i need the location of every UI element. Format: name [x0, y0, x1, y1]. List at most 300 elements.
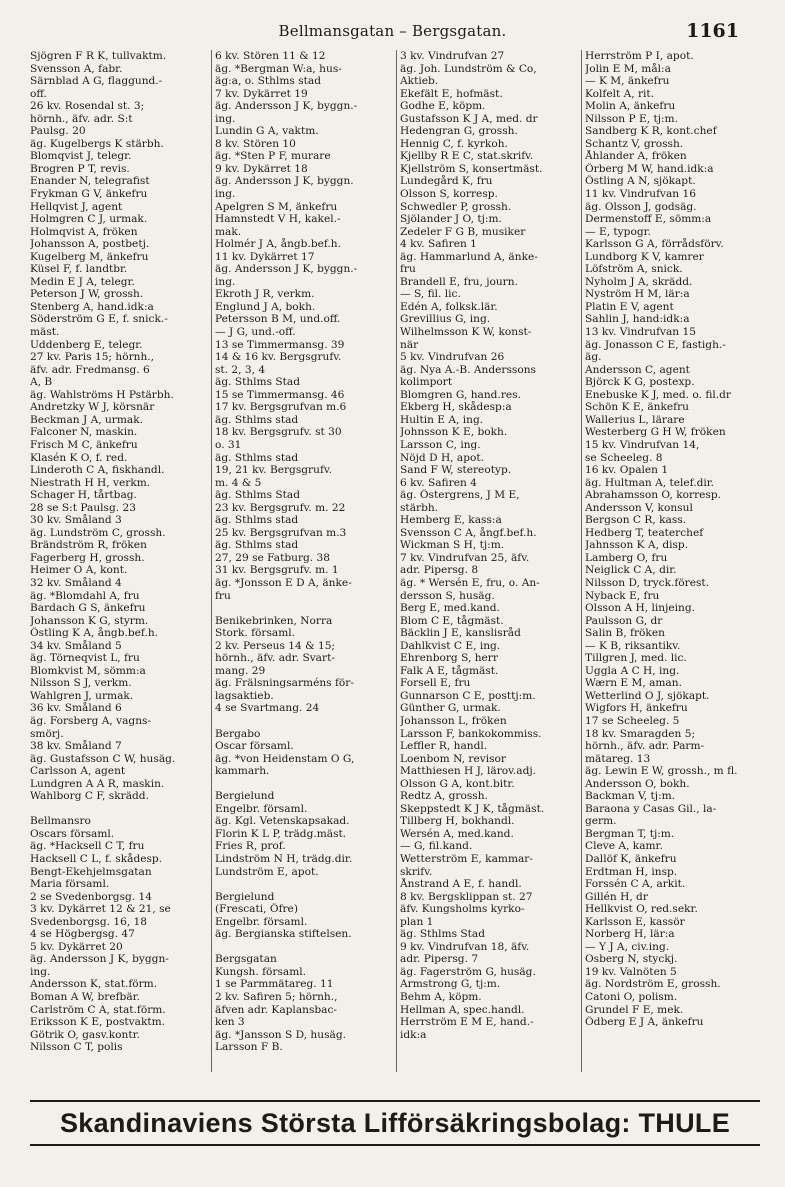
- directory-entry: 7 kv. Dykärret 19: [215, 87, 308, 100]
- directory-entry: — Y J A, civ.ing.: [585, 940, 670, 953]
- directory-entry: äg. Lewin E W, grossh., m fl.: [585, 765, 738, 778]
- directory-entry: Hacksell C L, f. skådesp.: [30, 853, 163, 865]
- directory-entry: Englund J A, bokh.: [215, 300, 316, 313]
- directory-entry: Ekberg H, skådesp:a: [400, 401, 512, 414]
- directory-entry: 2 se Svedenborgsg. 14: [30, 890, 153, 903]
- directory-entry: lagsaktieb.: [215, 689, 274, 702]
- directory-entry: Petersson B M, und.off.: [215, 313, 341, 326]
- directory-entry: Norberg H, lär:a: [585, 928, 675, 941]
- directory-entry: mäst.: [30, 326, 60, 339]
- directory-entry: Oscars församl.: [30, 827, 115, 840]
- directory-entry: idk:a: [400, 1028, 427, 1041]
- directory-columns: [30, 50, 760, 1072]
- directory-entry: äg. Hultman A, telef.dir.: [585, 476, 715, 489]
- directory-entry: Wahlgren J, urmak.: [30, 689, 134, 702]
- directory-entry: äg. Forsberg A, vagns-: [30, 714, 152, 727]
- directory-entry: 4 se Högbergsg. 47: [30, 928, 135, 941]
- directory-entry: Sjögren F R K, tullvaktm.: [30, 50, 167, 62]
- directory-entry: äg. *Jonsson E D A, änke-: [215, 576, 352, 589]
- directory-entry: Abrahamsson O, korresp.: [585, 489, 722, 502]
- directory-entry: Maria församl.: [30, 878, 110, 891]
- directory-entry: Holmqvist A, fröken: [30, 225, 138, 238]
- directory-entry: Kolfelt A, rit.: [585, 87, 655, 100]
- directory-entry: äg. Frälsningsarméns för-: [215, 677, 354, 690]
- directory-entry: 17 kv. Bergsgrufvan m.6: [215, 401, 347, 414]
- column-2: [211, 50, 390, 1072]
- directory-entry: smörj.: [30, 727, 64, 740]
- directory-entry: 27 kv. Paris 15; hörnh.,: [30, 351, 155, 364]
- directory-entry: äg. Kugelbergs K stärbh.: [30, 137, 164, 150]
- directory-entry: Jolin E M, mål:a: [585, 62, 671, 75]
- directory-entry: äg. *von Heidenstam O G,: [215, 752, 355, 765]
- directory-entry: Sandberg K R, kont.chef: [585, 125, 717, 138]
- directory-entry: Tillberg H, bokhandl.: [400, 815, 515, 828]
- directory-entry: Olsson A H, linjeing.: [585, 602, 696, 615]
- directory-entry: äg. Olsson J, godsäg.: [585, 200, 697, 213]
- directory-entry: ing.: [30, 965, 51, 978]
- directory-entry: Berg E, med.kand.: [400, 602, 500, 615]
- directory-entry: Grundel F E, mek.: [585, 1003, 684, 1016]
- directory-entry: mang. 29: [215, 664, 266, 677]
- directory-entry: Kugelberg M, änkefru: [30, 250, 149, 263]
- directory-entry: [215, 778, 390, 791]
- directory-entry: Brändström R, fröken: [30, 539, 147, 552]
- directory-entry: 11 kv. Vindrufvan 16: [585, 188, 696, 201]
- directory-entry: Gustafsson K J A, med. dr: [400, 112, 538, 125]
- column-1: [30, 50, 205, 1072]
- directory-entry: Klasén K O, f. red.: [30, 451, 128, 464]
- directory-entry: hörnh., äfv. adr. S:t: [30, 112, 133, 125]
- directory-entry: Platin E V, agent: [585, 300, 674, 313]
- directory-entry: äg. Bergianska stiftelsen.: [215, 928, 352, 941]
- directory-entry: Nyholm J A, skrädd.: [585, 275, 693, 288]
- directory-entry: 32 kv. Småland 4: [30, 576, 122, 589]
- directory-entry: Dallöf K, änkefru: [585, 853, 677, 865]
- directory-entry: äg. Sthlms stad: [215, 514, 299, 527]
- directory-entry: Fries R, prof.: [215, 840, 286, 853]
- directory-entry: Hellkvist O, red.sekr.: [585, 903, 698, 916]
- directory-entry: Blomgren G, hand.res.: [400, 388, 521, 401]
- directory-entry: — S, fil. lic.: [400, 288, 461, 301]
- directory-entry: Särnblad A G, flaggund.-: [30, 75, 163, 88]
- directory-entry: skrifv.: [400, 865, 433, 878]
- directory-entry: Wersén A, med.kand.: [400, 827, 514, 840]
- directory-entry: Armstrong G, tj:m.: [400, 978, 501, 991]
- directory-entry: Bergsgatan: [215, 953, 277, 966]
- directory-entry: fru: [400, 263, 416, 276]
- directory-entry: Wetterlind O J, sjökapt.: [585, 689, 710, 702]
- directory-entry: Peterson J W, grossh.: [30, 288, 144, 301]
- directory-entry: Sjölander J O, tj:m.: [400, 213, 502, 226]
- directory-entry: Ehrenborg S, herr: [400, 652, 498, 665]
- directory-entry: Apelgren S M, änkefru: [215, 200, 338, 213]
- directory-entry: adr. Pipersg. 8: [400, 564, 479, 577]
- directory-entry: Engelbr. församl.: [215, 915, 308, 928]
- directory-entry: 2 kv. Safiren 5; hörnh.,: [215, 991, 338, 1004]
- directory-entry: 17 se Scheeleg. 5: [585, 714, 680, 727]
- directory-entry: Falk A E, tågmäst.: [400, 664, 499, 677]
- directory-entry: 4 kv. Safiren 1: [400, 238, 477, 251]
- directory-entry: [215, 878, 390, 891]
- directory-entry: Heimer O A, kont.: [30, 564, 128, 577]
- directory-entry: äg. *Sten P F, murare: [215, 150, 331, 163]
- directory-entry: Hennig C, f. kyrkoh.: [400, 137, 508, 150]
- directory-entry: 19, 21 kv. Bergsgrufv.: [215, 464, 332, 477]
- directory-entry: Enebuske K J, med. o. fil.dr: [585, 388, 731, 401]
- directory-entry: Zedeler F G B, musiker: [400, 225, 526, 238]
- directory-entry: — G, fil.kand.: [400, 840, 473, 853]
- directory-entry: Nyback E, fru: [585, 589, 660, 602]
- directory-entry: Kjellström S, konsertmäst.: [400, 162, 543, 175]
- directory-entry: Wigfors H, änkefru: [585, 702, 688, 715]
- directory-entry: 3 kv. Vindrufvan 27: [400, 50, 505, 62]
- directory-entry: Gillén H, dr: [585, 890, 648, 903]
- directory-entry: Hedberg T, teaterchef: [585, 526, 704, 539]
- directory-entry: Niestrath H H, verkm.: [30, 476, 151, 489]
- directory-entry: Holmér J A, ångb.bef.h.: [215, 238, 341, 251]
- directory-entry: Kjellby R E C, stat.skrifv.: [400, 150, 534, 163]
- directory-entry: 5 kv. Vindrufvan 26: [400, 351, 505, 364]
- directory-entry: — E, typogr.: [585, 225, 651, 238]
- directory-entry: Beckman J A, urmak.: [30, 413, 143, 426]
- directory-entry: 27, 29 se Fatburg. 38: [215, 551, 331, 564]
- directory-entry: äg. *Jansson S D, husäg.: [215, 1028, 346, 1041]
- directory-entry: (Frescati, Öfre): [215, 903, 298, 916]
- directory-entry: Nöjd D H, apot.: [400, 451, 485, 464]
- directory-entry: Behm A, köpm.: [400, 991, 482, 1004]
- directory-entry: 5 kv. Dykärret 20: [30, 940, 123, 953]
- directory-entry: Andersson V, konsul: [585, 501, 693, 514]
- directory-entry: Tillgren J, med. lic.: [585, 652, 687, 665]
- directory-entry: Lundborg K V, kamrer: [585, 250, 704, 263]
- directory-entry: Baraona y Casas Gil., la-: [585, 802, 717, 815]
- directory-entry: Björck K G, postexp.: [585, 376, 695, 389]
- directory-entry: dersson S, husäg.: [400, 589, 495, 602]
- directory-entry: mätareg. 13: [585, 752, 651, 765]
- directory-entry: Lundegård K, fru: [400, 175, 493, 188]
- directory-entry: Andretzky W J, körsnär: [30, 401, 155, 414]
- directory-entry: äg. Andersson J K, byggn.-: [215, 100, 358, 113]
- directory-entry: Bengt-Ekehjelmsgatan: [30, 865, 152, 878]
- directory-entry: ing.: [215, 275, 236, 288]
- directory-entry: Herrström P I, apot.: [585, 50, 694, 62]
- directory-entry: Bellmansro: [30, 815, 91, 828]
- directory-entry: Hamnstedt V H, kakel.-: [215, 213, 341, 226]
- directory-entry: 38 kv. Småland 7: [30, 740, 122, 753]
- directory-entry: äg. *Bergman W:a, hus-: [215, 62, 342, 75]
- directory-entry: Blom C E, tågmäst.: [400, 614, 504, 627]
- directory-entry: Bergabo: [215, 727, 261, 740]
- directory-entry: Ekefält E, hofmäst.: [400, 87, 503, 100]
- directory-entry: st. 2, 3, 4: [215, 363, 266, 376]
- directory-entry: Lundin G A, vaktm.: [215, 125, 319, 138]
- directory-entry: germ.: [585, 815, 617, 828]
- directory-entry: 30 kv. Småland 3: [30, 514, 122, 527]
- directory-entry: Fagerberg H, grossh.: [30, 551, 145, 564]
- directory-entry: äfven adr. Kaplansbac-: [215, 1003, 337, 1016]
- directory-entry: Johansson L, fröken: [400, 714, 507, 727]
- directory-entry: Bergielund: [215, 790, 275, 803]
- directory-entry: äg. Sthlms stad: [215, 413, 299, 426]
- directory-entry: Götrik O, gasv.kontr.: [30, 1028, 140, 1041]
- directory-entry: Blomkvist M, sömm:a: [30, 664, 146, 677]
- directory-entry: Neiglick C A, dir.: [585, 564, 677, 577]
- directory-entry: Wickman S H, tj:m.: [400, 539, 505, 552]
- directory-entry: Larsson F, bankokommiss.: [400, 727, 542, 740]
- directory-entry: 8 kv. Bergsklippan st. 27: [400, 890, 533, 903]
- directory-entry: Enander N, telegrafist: [30, 175, 150, 188]
- directory-entry: 6 kv. Safiren 4: [400, 476, 477, 489]
- directory-entry: Lindström N H, trädg.dir.: [215, 853, 353, 865]
- directory-entry: Karlsson E, kassör: [585, 915, 685, 928]
- directory-entry: Forssén C A, arkit.: [585, 878, 686, 891]
- directory-entry: Engelbr. församl.: [215, 802, 308, 815]
- directory-entry: Karlsson G A, förrådsförv.: [585, 238, 724, 251]
- directory-entry: 18 kv. Bergsgrufv. st 30: [215, 426, 342, 439]
- directory-entry: 34 kv. Småland 5: [30, 639, 122, 652]
- directory-entry: 3 kv. Dykärret 12 & 21, se: [30, 903, 171, 916]
- directory-entry: Leffler R, handl.: [400, 740, 488, 753]
- directory-entry: Stork. församl.: [215, 627, 296, 640]
- directory-entry: Frisch M C, änkefru: [30, 438, 138, 451]
- directory-entry: Hemberg E, kass:a: [400, 514, 502, 527]
- directory-entry: Andersson O, bokh.: [585, 777, 690, 790]
- directory-entry: Uddenberg E, telegr.: [30, 338, 143, 351]
- directory-entry: Westerberg G H W, fröken: [585, 426, 726, 439]
- directory-entry: Nilsson S J, verkm.: [30, 677, 132, 690]
- directory-entry: stärbh.: [400, 501, 439, 514]
- directory-entry: äg. Fagerström G, husäg.: [400, 965, 536, 978]
- directory-entry: Söderström G E, f. snick.-: [30, 313, 168, 326]
- directory-entry: Andersson C, agent: [585, 363, 690, 376]
- directory-entry: Bergson C R, kass.: [585, 514, 687, 527]
- directory-entry: Carlsson A, agent: [30, 765, 126, 778]
- directory-entry: hörnh., äfv. adr. Parm-: [585, 740, 705, 753]
- directory-entry: Frykman G V, änkefru: [30, 188, 148, 201]
- column-4: [581, 50, 760, 1072]
- directory-entry: kammarh.: [215, 765, 270, 778]
- directory-entry: Herrström E M E, hand.-: [400, 1016, 534, 1029]
- directory-entry: Wetterström E, kammar-: [400, 853, 533, 865]
- directory-entry: Schager H, tårtbag.: [30, 489, 137, 502]
- directory-entry: Sahlin J, hand:idk:a: [585, 313, 690, 326]
- directory-entry: Backman V, tj:m.: [585, 790, 676, 803]
- directory-entry: 23 kv. Bergsgrufv. m. 22: [215, 501, 346, 514]
- directory-entry: Redtz A, grossh.: [400, 790, 488, 803]
- directory-entry: Nilsson D, tryck.förest.: [585, 576, 710, 589]
- directory-entry: Uggla A C H, ing.: [585, 664, 680, 677]
- directory-entry: äfv. Kungsholms kyrko-: [400, 903, 525, 916]
- directory-entry: Matthiesen H J, lärov.adj.: [400, 765, 537, 778]
- directory-entry: Osberg N, styckj.: [585, 953, 678, 966]
- directory-entry: Hellqvist J, agent: [30, 200, 123, 213]
- directory-entry: äg. *Hacksell C T, fru: [30, 840, 145, 853]
- directory-entry: 16 kv. Opalen 1: [585, 464, 669, 477]
- directory-entry: Jahnsson K A, disp.: [585, 539, 689, 552]
- directory-entry: 9 kv. Dykärret 18: [215, 162, 308, 175]
- directory-entry: Carlström C A, stat.förm.: [30, 1003, 166, 1016]
- directory-entry: Schwedler P, grossh.: [400, 200, 512, 213]
- directory-entry: äg. Jonasson C E, fastigh.-: [585, 338, 726, 351]
- directory-entry: Åhlander A, fröken: [585, 150, 687, 163]
- directory-entry: Loenbom N, revisor: [400, 752, 506, 765]
- directory-entry: Salin B, fröken: [585, 627, 665, 640]
- directory-entry: Grevillius G, ing.: [400, 313, 491, 326]
- directory-entry: äg. Nya A.-B. Anderssons: [400, 363, 536, 376]
- directory-entry: äg. Andersson J K, byggn.-: [215, 263, 358, 276]
- directory-entry: 2 kv. Perseus 14 & 15;: [215, 639, 336, 652]
- directory-entry: Larsson F B.: [215, 1041, 283, 1054]
- directory-entry: 13 se Timmermansg. 39: [215, 338, 345, 351]
- directory-entry: 19 kv. Valnöten 5: [585, 965, 677, 978]
- directory-entry: plan 1: [400, 915, 434, 928]
- directory-entry: Kungsh. församl.: [215, 965, 307, 978]
- directory-entry: Brogren P T, revis.: [30, 162, 130, 175]
- directory-entry: 8 kv. Stören 10: [215, 137, 296, 150]
- directory-entry: 15 kv. Vindrufvan 14,: [585, 438, 700, 451]
- directory-entry: Hedengran G, grossh.: [400, 125, 518, 138]
- directory-entry: Bergielund: [215, 890, 275, 903]
- directory-entry: Olsson S, korresp.: [400, 188, 498, 201]
- directory-entry: 9 kv. Vindrufvan 18, äfv.: [400, 940, 530, 953]
- page-number: 1161: [686, 20, 739, 42]
- directory-entry: Lundström E, apot.: [215, 865, 319, 878]
- directory-entry: Paulsg. 20: [30, 125, 86, 138]
- directory-entry: hörnh., äfv. adr. Svart-: [215, 652, 335, 665]
- directory-entry: Godhe E, köpm.: [400, 100, 486, 113]
- directory-entry: Forsell E, fru: [400, 677, 471, 690]
- directory-entry: ing.: [215, 188, 236, 201]
- directory-entry: 13 kv. Vindrufvan 15: [585, 326, 696, 339]
- directory-entry: äfv. adr. Fredmansg. 6: [30, 363, 150, 376]
- directory-entry: Molin A, änkefru: [585, 100, 676, 113]
- directory-entry: Erdtman H, insp.: [585, 865, 678, 878]
- directory-entry: Löfström A, snick.: [585, 263, 683, 276]
- directory-entry: Bäcklin J E, kanslisråd: [400, 627, 521, 640]
- directory-entry: 11 kv. Dykärret 17: [215, 250, 315, 263]
- directory-entry: ken 3: [215, 1016, 245, 1029]
- directory-entry: Eriksson K E, postvaktm.: [30, 1016, 166, 1029]
- directory-entry: Schön K E, änkefru: [585, 401, 689, 414]
- directory-entry: Svedenborgsg. 16, 18: [30, 915, 148, 928]
- directory-entry: Larsson C, ing.: [400, 438, 481, 451]
- directory-entry: fru: [215, 589, 231, 602]
- directory-entry: Küsel F, f. landtbr.: [30, 263, 128, 276]
- directory-entry: äg. Törneqvist L, fru: [30, 652, 140, 665]
- directory-entry: Falconer N, maskin.: [30, 426, 138, 439]
- directory-entry: — K B, riksantikv.: [585, 639, 681, 652]
- advertisement-banner: Skandinaviens Största Lifförsäkringsbolag: THULE: [30, 1100, 760, 1146]
- directory-entry: Florin K L P, trädg.mäst.: [215, 827, 347, 840]
- directory-entry: Boman A W, brefbär.: [30, 991, 140, 1004]
- directory-entry: Sand F W, stereotyp.: [400, 464, 512, 477]
- directory-entry: A, B: [30, 376, 53, 389]
- directory-entry: Örberg M W, hand.idk:a: [585, 162, 714, 175]
- directory-entry: äg. Sthlms Stad: [215, 489, 301, 502]
- directory-entry: äg. Hammarlund A, änke-: [400, 250, 538, 263]
- directory-entry: 6 kv. Stören 11 & 12: [215, 50, 326, 62]
- directory-entry: 31 kv. Bergsgrufv. m. 1: [215, 564, 339, 577]
- directory-entry: Bardach G S, änkefru: [30, 602, 146, 615]
- directory-entry: se Scheeleg. 8: [585, 451, 663, 464]
- directory-entry: Nyström H M, lär:a: [585, 288, 690, 301]
- directory-entry: Edén A, folksk.lär.: [400, 300, 498, 313]
- directory-entry: — K M, änkefru: [585, 75, 670, 88]
- directory-entry: Ödberg E J A, änkefru: [585, 1016, 704, 1029]
- directory-entry: 1 se Parmmätareg. 11: [215, 978, 334, 991]
- directory-entry: 25 kv. Bergsgrufvan m.3: [215, 526, 347, 539]
- directory-entry: Östling K A, ångb.bef.h.: [30, 627, 159, 640]
- directory-entry: Johansson K G, styrm.: [30, 614, 149, 627]
- directory-entry: Wilhelmsson K W, konst-: [400, 326, 532, 339]
- directory-entry: 26 kv. Rosendal st. 3;: [30, 100, 145, 113]
- directory-entry: Benikebrinken, Norra: [215, 614, 333, 627]
- directory-entry: 28 se S:t Paulsg. 23: [30, 501, 136, 514]
- directory-entry: äg.: [585, 351, 602, 364]
- directory-entry: Lamberg O, fru: [585, 551, 668, 564]
- page-title: Bellmansgatan – Bergsgatan.: [278, 22, 507, 40]
- directory-entry: äg. Joh. Lundström & Co,: [400, 62, 537, 75]
- directory-entry: 14 & 16 kv. Bergsgrufv.: [215, 351, 342, 364]
- directory-entry: äg. Sthlms stad: [215, 539, 299, 552]
- directory-entry: Olsson G A, kont.bitr.: [400, 777, 515, 790]
- directory-entry: äg. Sthlms Stad: [400, 928, 486, 941]
- directory-entry: Wahlborg C F, skrädd.: [30, 790, 149, 803]
- directory-entry: Ånstrand A E, f. handl.: [400, 878, 522, 891]
- directory-entry: äg. Lundström C, grossh.: [30, 526, 166, 539]
- directory-entry: Bergman T, tj:m.: [585, 827, 675, 840]
- directory-entry: äg. Nordström E, grossh.: [585, 978, 721, 991]
- directory-entry: Johansson A, postbetj.: [30, 238, 150, 251]
- directory-entry: ing.: [215, 112, 236, 125]
- directory-entry: 18 kv. Smaragden 5;: [585, 727, 696, 740]
- directory-entry: 36 kv. Småland 6: [30, 702, 122, 715]
- directory-entry: äg. * Wersén E, fru, o. An-: [400, 576, 540, 589]
- directory-entry: Svensson C A, ångf.bef.h.: [400, 526, 537, 539]
- directory-entry: Andersson K, stat.förm.: [30, 978, 158, 991]
- directory-entry: Brandell E, fru, journ.: [400, 275, 518, 288]
- directory-entry: Svensson A, fabr.: [30, 62, 123, 75]
- directory-entry: Dahlkvist C E, ing.: [400, 639, 501, 652]
- directory-entry: Paulsson G, dr: [585, 614, 663, 627]
- directory-entry: 4 se Svartmang. 24: [215, 702, 320, 715]
- page-header: [0, 22, 785, 48]
- directory-entry: 7 kv. Vindrufvan 25, äfv.: [400, 551, 530, 564]
- directory-entry: Schantz V, grossh.: [585, 137, 684, 150]
- directory-entry: [215, 602, 390, 615]
- directory-entry: m. 4 & 5: [215, 476, 262, 489]
- directory-entry: Östling A N, sjökapt.: [585, 175, 696, 188]
- directory-entry: Cleve A, kamr.: [585, 840, 663, 853]
- directory-entry: när: [400, 338, 419, 351]
- directory-entry: Nilsson P E, tj:m.: [585, 112, 678, 125]
- directory-entry: äg. Wahlströms H Pstärbh.: [30, 388, 174, 401]
- directory-entry: Oscar församl.: [215, 740, 294, 753]
- directory-entry: Linderoth C A, fiskhandl.: [30, 464, 165, 477]
- directory-entry: o. 31: [215, 438, 242, 451]
- directory-entry: Gunnarson C E, posttj:m.: [400, 689, 536, 702]
- directory-entry: äg. Östergrens, J M E,: [400, 489, 520, 502]
- directory-entry: Holmgren C J, urmak.: [30, 213, 148, 226]
- directory-entry: äg. Gustafsson C W, husäg.: [30, 752, 176, 765]
- directory-entry: Blomqvist J, telegr.: [30, 150, 132, 163]
- directory-entry: off.: [30, 87, 47, 100]
- directory-entry: adr. Pipersg. 7: [400, 953, 479, 966]
- directory-entry: — J G, und.-off.: [215, 326, 296, 339]
- directory-entry: Günther G, urmak.: [400, 702, 501, 715]
- directory-entry: Catoni O, polism.: [585, 991, 678, 1004]
- directory-entry: Johnsson K E, bokh.: [400, 426, 508, 439]
